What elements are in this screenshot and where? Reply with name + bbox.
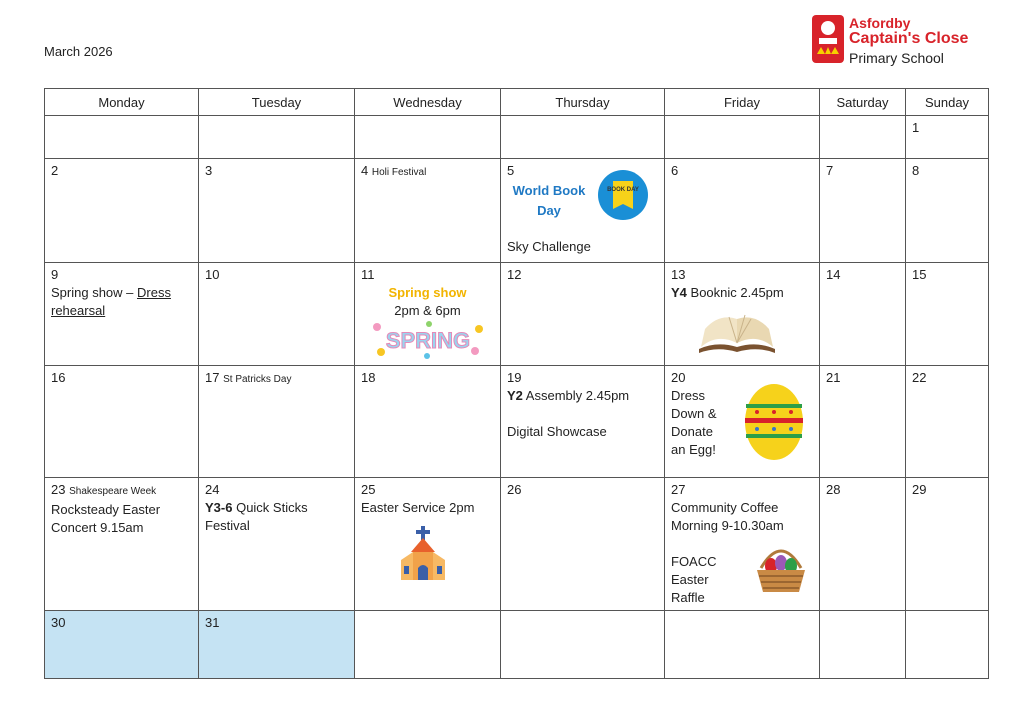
event-text: Quick Sticks: [232, 500, 308, 515]
event-text-underlined: rehearsal: [51, 303, 106, 318]
day-cell-27: [665, 478, 820, 611]
event-text: an Egg!: [671, 442, 716, 457]
day-cell-20: [665, 366, 820, 478]
day-cell-16: [45, 366, 199, 478]
day-number: 7: [826, 163, 834, 178]
weekday-header: Thursday: [501, 89, 665, 116]
day-number: 25: [361, 482, 376, 497]
event-text: FOACC: [671, 554, 717, 569]
day-cell-empty: [501, 611, 665, 679]
day-number: 9: [51, 267, 59, 282]
event-title: Spring show: [388, 285, 467, 300]
event-text: 2pm & 6pm: [394, 303, 461, 318]
day-cell-10: [199, 263, 355, 366]
easter-basket-icon: [753, 538, 809, 598]
day-cell-13: [665, 263, 820, 366]
day-cell-empty: [820, 116, 906, 159]
day-number: 22: [912, 370, 927, 385]
week-row: [45, 478, 989, 611]
day-cell-18: [355, 366, 501, 478]
day-cell-15: [906, 263, 989, 366]
week-row: [45, 366, 989, 478]
day-cell-7: [820, 159, 906, 263]
event-text: Rocksteady Easter: [51, 502, 161, 517]
day-cell-empty: [501, 116, 665, 159]
day-number: 31: [205, 615, 220, 630]
day-number: 19: [507, 370, 522, 385]
day-cell-empty: [355, 611, 501, 679]
open-book-icon: [695, 311, 779, 355]
day-number: 1: [912, 120, 920, 135]
book-day-badge-icon: [597, 169, 649, 221]
day-number: 10: [205, 267, 220, 282]
day-cell-1: [906, 116, 989, 159]
day-cell-9: [45, 263, 199, 366]
event-text: Down &: [671, 406, 717, 421]
day-number: 15: [912, 267, 927, 282]
weekday-header: Tuesday: [199, 89, 355, 116]
day-number: 27: [671, 482, 686, 497]
logo-line-3: Primary School: [849, 50, 944, 66]
year-group: Y2: [507, 388, 523, 403]
day-cell-17: [199, 366, 355, 478]
day-number: 12: [507, 267, 522, 282]
spring-art-text: SPRING: [385, 328, 471, 353]
event-text: Dress: [671, 388, 705, 403]
event-text: Easter Service 2pm: [361, 500, 475, 515]
day-cell-31: [199, 611, 355, 679]
day-number: 8: [912, 163, 920, 178]
day-cell-8: [906, 159, 989, 263]
day-cell-empty: [665, 611, 820, 679]
weekday-header: Friday: [665, 89, 820, 116]
day-number: 30: [51, 615, 66, 630]
school-logo: [811, 14, 991, 68]
event-title: World Book: [512, 183, 586, 198]
week-row: [45, 116, 989, 159]
day-cell-22: [906, 366, 989, 478]
day-cell-empty: [665, 116, 820, 159]
day-number: 16: [51, 370, 66, 385]
logo-line-1: Asfordby: [849, 15, 911, 31]
event-text: Booknic 2.45pm: [686, 285, 784, 300]
day-number: 5: [507, 163, 515, 178]
event-note: St Patricks Day: [223, 374, 292, 385]
day-number: 21: [826, 370, 841, 385]
book-day-label: BOOK DAY: [607, 187, 639, 193]
event-title: Day: [537, 203, 561, 218]
day-number: 6: [671, 163, 679, 178]
month-title: March 2026: [44, 44, 113, 59]
day-number: 14: [826, 267, 841, 282]
week-row: [45, 159, 989, 263]
day-cell-12: [501, 263, 665, 366]
day-number: 28: [826, 482, 841, 497]
event-text: Assembly 2.45pm: [522, 388, 630, 403]
day-cell-2: [45, 159, 199, 263]
spring-flowers-icon: [369, 319, 487, 359]
day-number: 4: [361, 163, 369, 178]
day-number: 11: [361, 267, 375, 282]
day-number: 17: [205, 370, 220, 385]
day-cell-14: [820, 263, 906, 366]
day-number: 3: [205, 163, 213, 178]
event-text: Raffle: [671, 590, 705, 605]
day-cell-empty: [820, 611, 906, 679]
weekday-header: Sunday: [906, 89, 989, 116]
day-cell-24: [199, 478, 355, 611]
day-number: 2: [51, 163, 59, 178]
event-text: Sky Challenge: [507, 239, 591, 254]
day-cell-26: [501, 478, 665, 611]
day-cell-28: [820, 478, 906, 611]
easter-egg-icon: [743, 378, 805, 462]
event-note: Shakespeare Week: [69, 486, 157, 497]
day-cell-4: [355, 159, 501, 263]
day-number: 20: [671, 370, 686, 385]
event-text: Donate: [671, 424, 713, 439]
day-cell-empty: [906, 611, 989, 679]
day-number: 13: [671, 267, 686, 282]
event-text: Digital Showcase: [507, 424, 607, 439]
day-cell-19: [501, 366, 665, 478]
day-number: 18: [361, 370, 376, 385]
day-cell-25: [355, 478, 501, 611]
day-cell-5: [501, 159, 665, 263]
event-text: Spring show –: [51, 285, 137, 300]
week-row: [45, 611, 989, 679]
event-text: Festival: [205, 518, 250, 533]
day-cell-30: [45, 611, 199, 679]
year-group: Y3-6: [205, 500, 233, 515]
day-number: 24: [205, 482, 220, 497]
event-text: Concert 9.15am: [51, 520, 144, 535]
weekday-header: Monday: [45, 89, 199, 116]
weekday-header: Saturday: [820, 89, 906, 116]
event-text-underlined: Dress: [137, 285, 171, 300]
day-cell-11: [355, 263, 501, 366]
day-cell-21: [820, 366, 906, 478]
day-cell-empty: [199, 116, 355, 159]
weekday-header-row: [45, 89, 989, 116]
day-cell-29: [906, 478, 989, 611]
school-crest-icon: [811, 14, 845, 64]
year-group: Y4: [671, 285, 687, 300]
event-note: Holi Festival: [371, 167, 427, 178]
week-row: [45, 263, 989, 366]
event-text: Morning 9-10.30am: [671, 518, 784, 533]
day-cell-empty: [355, 116, 501, 159]
day-cell-empty: [45, 116, 199, 159]
day-number: 26: [507, 482, 522, 497]
day-cell-23: [45, 478, 199, 611]
day-number: 29: [912, 482, 927, 497]
logo-line-2: Captain's Close: [849, 30, 969, 47]
day-cell-3: [199, 159, 355, 263]
church-icon: [399, 526, 447, 582]
weekday-header: Wednesday: [355, 89, 501, 116]
event-text: Community Coffee: [671, 500, 779, 515]
day-number: 23: [51, 482, 66, 497]
calendar-grid: [44, 88, 989, 679]
event-text: Easter: [671, 572, 709, 587]
day-cell-6: [665, 159, 820, 263]
